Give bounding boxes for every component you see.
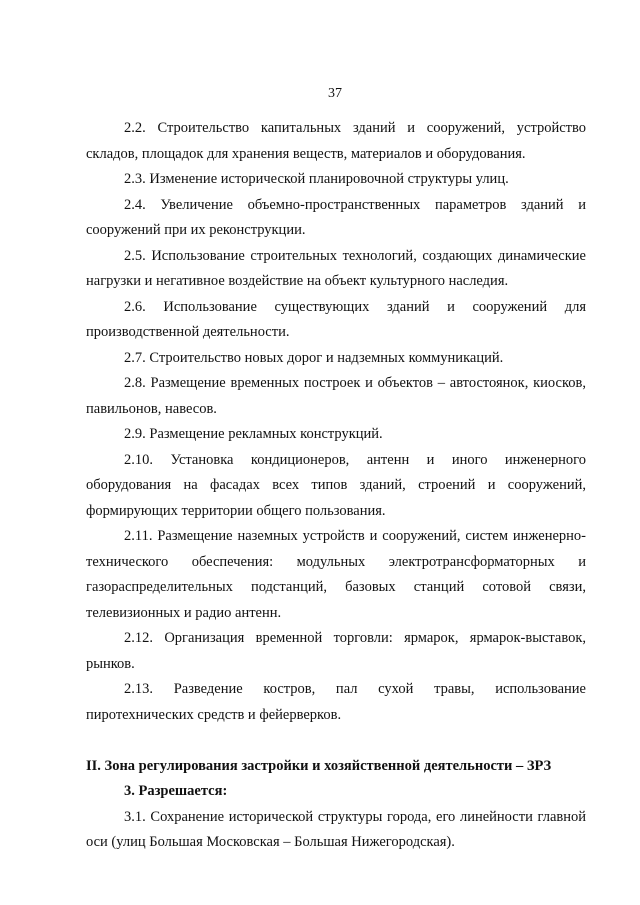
document-body [86,116,586,856]
text-line: 2.10. Установка кондиционеров, антенн и иного инженерного [124,451,586,468]
subheading [86,779,586,805]
section-heading [86,754,586,780]
text-line: складов, площадок для хранения веществ, материалов и оборудования. [86,145,526,162]
list-item-2-8 [86,371,586,422]
text-line: 2.9. Размещение рекламных конструкций. [124,426,383,442]
text-line: 2.13. Разведение костров, пал сухой травы, использование [124,681,586,697]
text-line: технического обеспечения: модульных электротрансформаторных и [86,553,586,570]
list-item-2-6 [86,295,586,346]
text-line: сооружений при их реконструкции. [86,222,306,238]
text-line: нагрузки и негативное воздействие на объект культурного наследия. [86,273,509,289]
text-line: 3.1. Сохранение исторической структуры города, его линейности главной [124,808,586,825]
text-line: 2.7. Строительство новых дорог и надземных коммуникаций. [124,349,504,366]
text-line: оси (улиц Большая Московская – Большая Нижегородская). [86,834,455,850]
list-item-2-11 [86,524,586,626]
list-item-2-5 [86,244,586,295]
list-item-3-1 [86,805,586,856]
text-line: формирующих территории общего пользования. [86,502,386,519]
text-line: пиротехнических средств и фейерверков. [86,706,342,723]
list-item-2-2 [86,116,586,167]
text-line: газораспределительных подстанций, базовых станций сотовой связи, [86,579,586,595]
section-spacer [86,728,586,754]
text-line: 2.11. Размещение наземных устройств и сооружений, систем инженерно- [124,528,586,544]
list-item-2-9 [86,422,586,448]
subheading-text: 3. Разрешается: [124,783,228,799]
text-line: 2.3. Изменение исторической планировочной структуры улиц. [124,171,509,187]
text-line: 2.4. Увеличение объемно-пространственных параметров зданий и [124,196,586,213]
page-number: 37 [328,86,342,101]
list-item-2-10 [86,448,586,525]
text-line: 2.8. Размещение временных построек и объектов – автостоянок, киосков, [124,375,586,391]
list-item-2-7 [86,346,586,372]
text-line: 2.6. Использование существующих зданий и сооружений для [124,298,586,315]
text-line: оборудования на фасадах всех типов зданий, строений и сооружений, [86,477,586,493]
text-line: павильонов, навесов. [86,400,217,417]
text-line: производственной деятельности. [86,324,290,340]
text-line: 2.2. Строительство капитальных зданий и сооружений, устройство [124,120,586,136]
text-line: 2.12. Организация временной торговли: ярмарок, ярмарок-выставок, [124,630,586,646]
list-item-2-4 [86,193,586,244]
text-line: 2.5. Использование строительных технологий, создающих динамические [124,247,586,264]
text-line: телевизионных и радио антенн. [86,604,282,621]
list-item-2-12 [86,626,586,677]
section-heading-text: II. Зона регулирования застройки и хозяйственной деятельности – ЗРЗ [86,757,552,774]
text-line: рынков. [86,655,135,672]
list-item-2-3 [86,167,586,193]
list-item-2-13 [86,677,586,728]
